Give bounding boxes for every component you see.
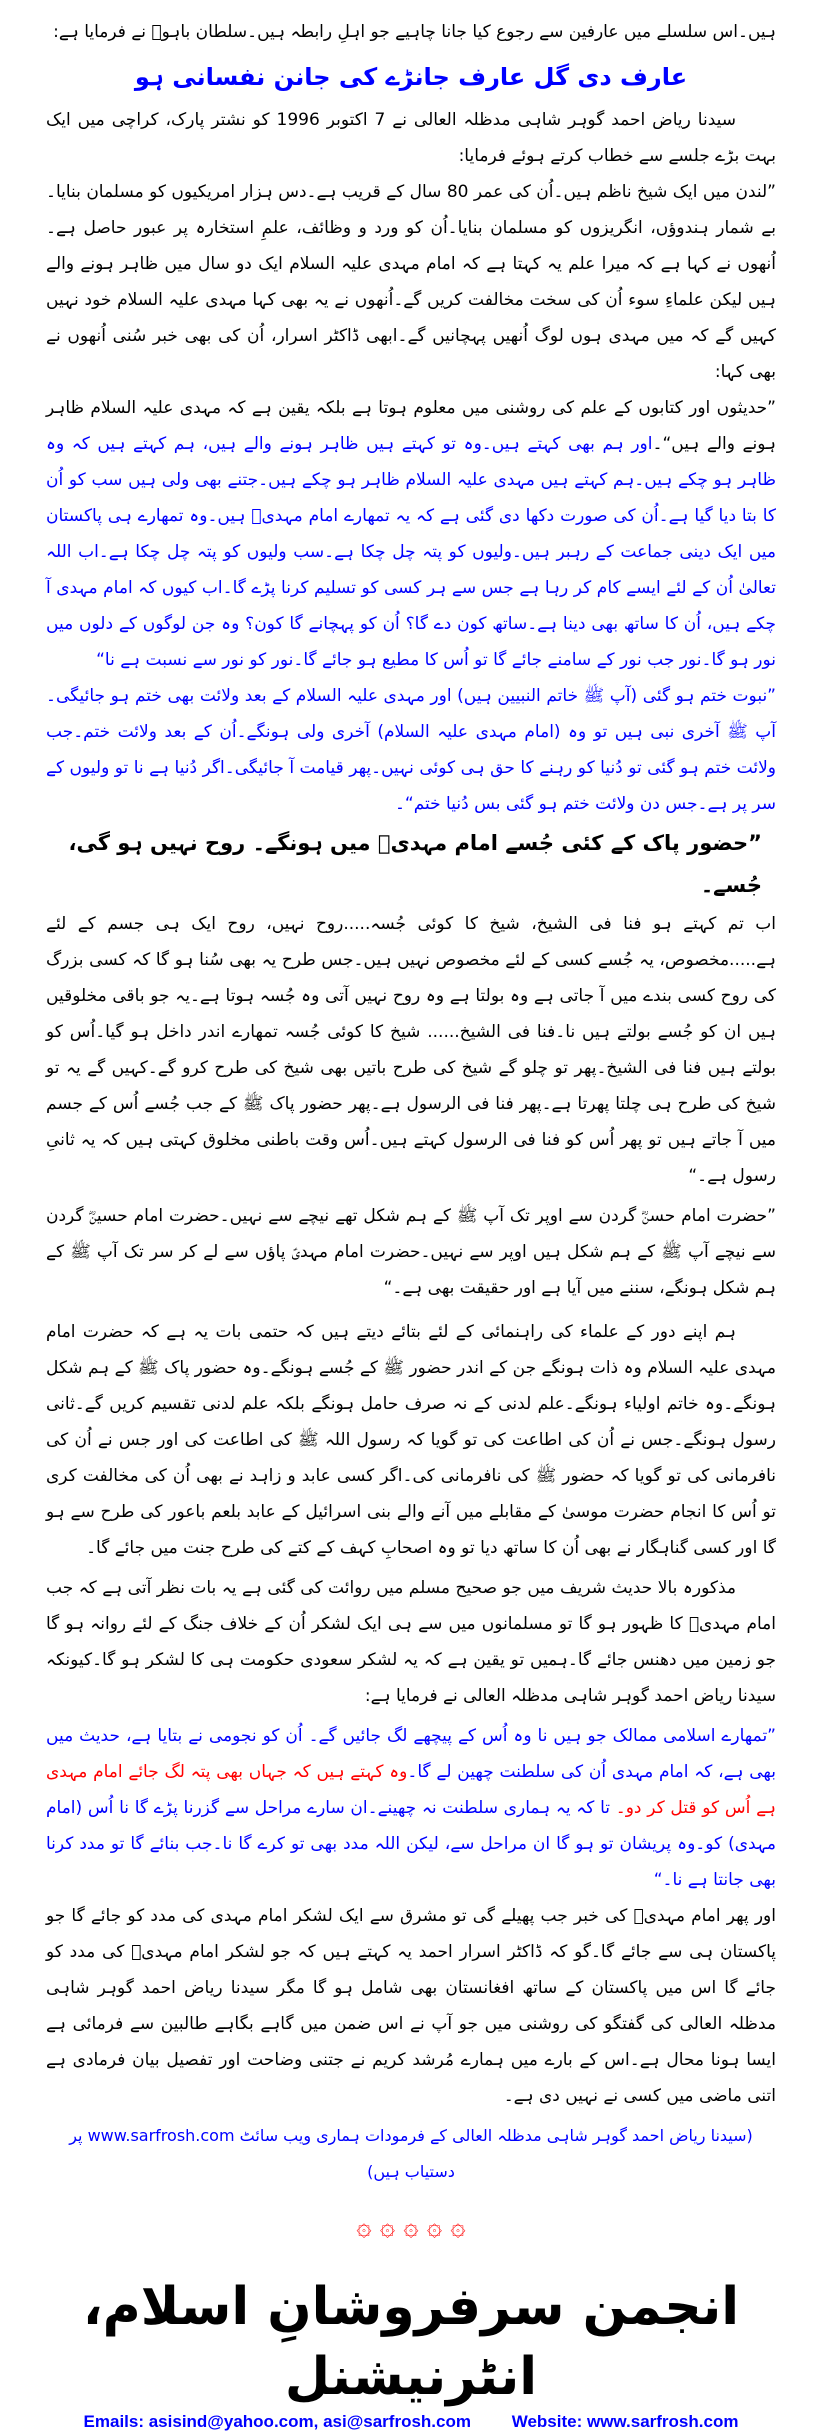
website-text: Website: www.sarfrosh.com — [511, 2412, 739, 2431]
speech-intro-paragraph: سیدنا ریاض احمد گوہر شاہی مدظلہ العالی نے 7 اکتوبر 1996 کو نشتر پارک، کراچی میں ایک بہت بڑے جلسے سے خطاب کرتے ہوئے فرمایا: — [46, 110, 776, 166]
section-heading: ”حضور پاک کے کئی جُسے امام مہدیؑ میں ہونگے۔ روح نہیں ہو گی، جُسے۔ — [68, 831, 762, 897]
prophethood-paragraph: ”نبوت ختم ہو گئی (آپ ﷺ خاتم النبیین ہیں) اور مہدی علیہ السلام کے بعد ولائت بھی ختم ہو جائیگی۔آپ ﷺ آخری نبی ہیں تو وہ (امام مہدی علیہ السلام) آخری ولی ہونگے۔اُن کے بعد ولائت ختم۔جب ولائت ختم ہو گئی تو دُنیا کو رہنے کا حق ہی کوئی نہیں۔پھر قیامت آ جائیگی۔اگر دُنیا ہے نا تو ولیوں کے سر پر ہے۔جس دن ولائت ختم ہو گئی بس دُنیا ختم“۔ — [46, 686, 776, 814]
article — [46, 14, 776, 2432]
quote-mahdi-paragraph — [46, 390, 776, 678]
intro-paragraph: ہیں۔اس سلسلے میں عارفین سے رجوع کیا جانا چاہیے جو اہلِ رابطہ ہیں۔سلطان باہوؒ نے فرمایا ہے: — [53, 22, 776, 42]
kingdoms-quote-text-1: ”تمھارے اسلامی ممالک جو ہیں نا وہ اُس کے پیچھے لگ جائیں گے۔ اُن کو نجومی نے بتایا ہے، حدیث میں بھی ہے، کہ امام مہدی اُن کی سلطنت چھین لے گا۔ — [46, 1726, 776, 1782]
organization-name: انجمن سرفروشانِ اسلام، انٹرنیشنل — [82, 2277, 740, 2407]
kingdoms-quote-paragraph — [46, 1718, 776, 1898]
quote-london-paragraph: ”لندن میں ایک شیخ ناظم ہیں۔اُن کی عمر 80 سال کے قریب ہے۔دس ہزار امریکیوں کو مسلمان بنایا۔بے شمار ہندوؤں، انگریزوں کو مسلمان بنایا۔اُن کو ورد و وظائف، علمِ استخارہ پر عبور حاصل ہے۔اُنھوں نے کہا ہے کہ میرا علم یہ کہتا ہے کہ امام مہدی علیہ السلام ایک دو سال میں ظاہر ہونے والے ہیں لیکن علماءِ سوء اُن کی سخت مخالفت کریں گے۔اُنھوں نے یہ بھی کہا مہدی علیہ السلام خود نہیں کہیں گے کہ میں مہدی ہوں لوگ اُنھیں پہچانیں گے۔ابھی ڈاکٹر اسرار، اُن کی بھی خبر سُنی اُنھوں نے بھی کہا: — [46, 182, 776, 382]
star-ornament-icon: ۞ ۞ ۞ ۞ ۞ — [356, 2212, 466, 2242]
contact-line — [46, 2412, 776, 2432]
kingdoms-quote-text-2: تا کہ یہ ہماری سلطنت نہ چھینے۔ان سارے مراحل سے گزرنا پڑے گا نا اُس (امام مہدی) کو۔وہ پریشان تو ہو گا ان مراحل سے، لیکن اللہ مدد بھی تو کرے گا نا۔جب بنائے گا تو مدد کرنا بھی جانتا ہے نا۔“ — [46, 1798, 776, 1890]
kingdoms-quote-red-text: وہ کہتے ہیں کہ جہاں بھی پتہ لگ جائے امام مہدی ہے اُس کو قتل کر دو۔ — [46, 1762, 776, 1818]
quote-blue-text: اور ہم بھی کہتے ہیں۔وہ تو کہتے ہیں ظاہر ہونے والے ہیں، ہم کہتے ہیں کہ وہ ظاہر ہو چکے ہیں۔ہم کہتے ہیں مہدی علیہ السلام ظاہر ہو چکے ہیں۔جتنے بھی ولی ہیں سب کو اُن کا بتا دیا گیا ہے۔اُن کی صورت دکھا دی گئی ہے کہ یہ تمھارے امام مہدیؑ ہیں۔وہ تمھارے ہی پاکستان میں ایک دینی جماعت کے رہبر ہیں۔ولیوں کو پتہ چل چکا ہے۔سب ولیوں کو پتہ چل چکا ہے۔اب اللہ تعالیٰ اُن کے لئے ایسے کام کر رہا ہے جس سے ہر کسی کو تسلیم کرنا پڑے گا۔اب کیوں کہ امام مہدی آ چکے ہیں، اُن کا ساتھ بھی دینا ہے۔ساتھ کون دے گا؟ اُن کو پہچانے گا کون؟ وہ جن لوگوں کے دلوں میں نور ہو گا۔نور جب نور کے سامنے جائے گا تو اُس کا مطیع ہو جائے گا۔نور کو نور سے نسبت ہے نا“ — [46, 434, 776, 670]
scholars-paragraph: ہم اپنے دور کے علماء کی راہنمائی کے لئے بتائے دیتے ہیں کہ حتمی بات یہ ہے کہ حضرت امام مہدی علیہ السلام وہ ذات ہونگے جن کے اندر حضور ﷺ کے جُسے ہونگے۔وہ حضور پاک ﷺ کے ہم شکل ہونگے۔وہ خاتم اولیاء ہونگے۔علم لدنی کے نہ صرف حامل ہونگے بلکہ علم لدنی تقسیم کریں گے۔ثانی رسول ہونگے۔جس نے اُن کی اطاعت کی تو گویا کہ رسول اللہ ﷺ کی اطاعت کی اور جس نے اُن کی نافرمانی کی تو گویا کہ حضور ﷺ کی نافرمانی کی۔اگر کسی عابد و زاہد نے بھی اُن کی مخالفت کری تو اُس کا انجام حضرت موسیٰ کے مقابلے میں آنے والے بنی اسرائیل کے عابد بلعم باعور کی طرح سے ہو گا اور کسی گناہگار نے بھی اُن کا ساتھ دیا تو وہ اصحابِ کہف کے کتے کی طرح جنت میں جائے گا۔ — [46, 1322, 776, 1558]
hadith-paragraph: مذکورہ بالا حدیث شریف میں جو صحیح مسلم میں روائت کی گئی ہے یہ بات نظر آتی ہے کہ جب امام مہدیؑ کا ظہور ہو گا تو مسلمانوں میں سے ہی ایک لشکر اُن کے خلاف جنگ کے لئے روانہ ہو گا جو زمین میں دھنس جائے گا۔ہمیں تو یقین ہے کہ یہ لشکر سعودی حکومت ہی کا لشکر ہو گا۔کیونکہ سیدنا ریاض احمد گوہر شاہی مدظلہ العالی نے فرمایا ہے: — [46, 1578, 776, 1706]
quote-black-text: ”حدیثوں اور کتابوں کے علم کی روشنی میں معلوم ہوتا ہے بلکہ یقین ہے کہ مہدی علیہ السلام ظاہر ہونے والے ہیں“۔ — [46, 398, 776, 454]
imams-paragraph: ”حضرت امام حسنؓ گردن سے اوپر تک آپ ﷺ کے ہم شکل تھے نیچے سے نہیں۔حضرت امام حسینؓ گردن سے نیچے آپ ﷺ کے ہم شکل ہیں اوپر سے نہیں۔حضرت امام مہدیؑ پاؤں سے لے کر سر تک آپ ﷺ کے ہم شکل ہونگے، سننے میں آیا ہے اور حقیقت بھی ہے۔“ — [46, 1206, 776, 1298]
jussa-paragraph: اب تم کہتے ہو فنا فی الشیخ، شیخ کا کوئی جُسہ.....روح نہیں، روح ایک ہی جسم کے لئے ہے.....مخصوص، یہ جُسے کسی کے لئے مخصوص نہیں ہیں۔جس طرح یہ بھی سُنا ہو گا کہ کسی بزرگ کی روح کسی بندے میں آ جاتی ہے وہ بولتا ہے وہ روح نہیں آتی وہ جُسہ ہوتا ہے۔یہ جو باقی مخلوقیں ہیں ان کو جُسے بولتے ہیں نا۔فنا فی الشیخ...... شیخ کا کوئی جُسہ تمھارے اندر داخل ہو گیا۔اُس کو بولتے ہیں فنا فی الشیخ۔پھر تو چلو گے شیخ کی طرح باتیں بھی شیخ کی طرح کرو گے۔کہیں گے یہ تو شیخ کی طرح ہی چلتا پھرتا ہے۔پھر فنا فی الرسول ہے۔پھر حضور پاک ﷺ کے جب جُسے اُس کے جسم میں آ جاتے ہیں تو پھر اُس کو فنا فی الرسول کہتے ہیں۔اُس وقت باطنی مخلوق کہتی ہیں کہ یہ ثانیِ رسول ہے۔“ — [46, 914, 776, 1186]
article-title: عارف دی گل عارف جانڑے کی جانن نفسانی ہو — [134, 63, 688, 91]
army-paragraph: اور پھر امام مہدیؑ کی خبر جب پھیلے گی تو مشرق سے ایک لشکر امام مہدی کی مدد کو جائے گا جو پاکستان ہی سے جائے گا۔گو کہ ڈاکٹر اسرار احمد یہ کہتے ہیں کہ جو لشکر امام مہدیؑ کی مدد کو جائے گا اس میں پاکستان کے ساتھ افغانستان بھی شامل ہو گا مگر سیدنا ریاض احمد گوہر شاہی مدظلہ العالی کی گفتگو کی روشنی میں جو آپ نے اس ضمن میں گاہے بگاہے طالبین سے فرمائی ہے ایسا ہونا محال ہے۔اس کے بارے میں ہمارے مُرشد کریم نے جتنی وضاحت اور تفصیل بیان فرمادی ہے اتنی ماضی میں کسی نے نہیں دی ہے۔ — [46, 1906, 776, 2106]
emails-text: Emails: asisind@yahoo.com, asi@sarfrosh.com — [83, 2412, 471, 2431]
website-note: (سیدنا ریاض احمد گوہر شاہی مدظلہ العالی کے فرمودات ہماری ویب سائٹ www.sarfrosh.com پر دستیاب ہیں) — [69, 2126, 753, 2181]
